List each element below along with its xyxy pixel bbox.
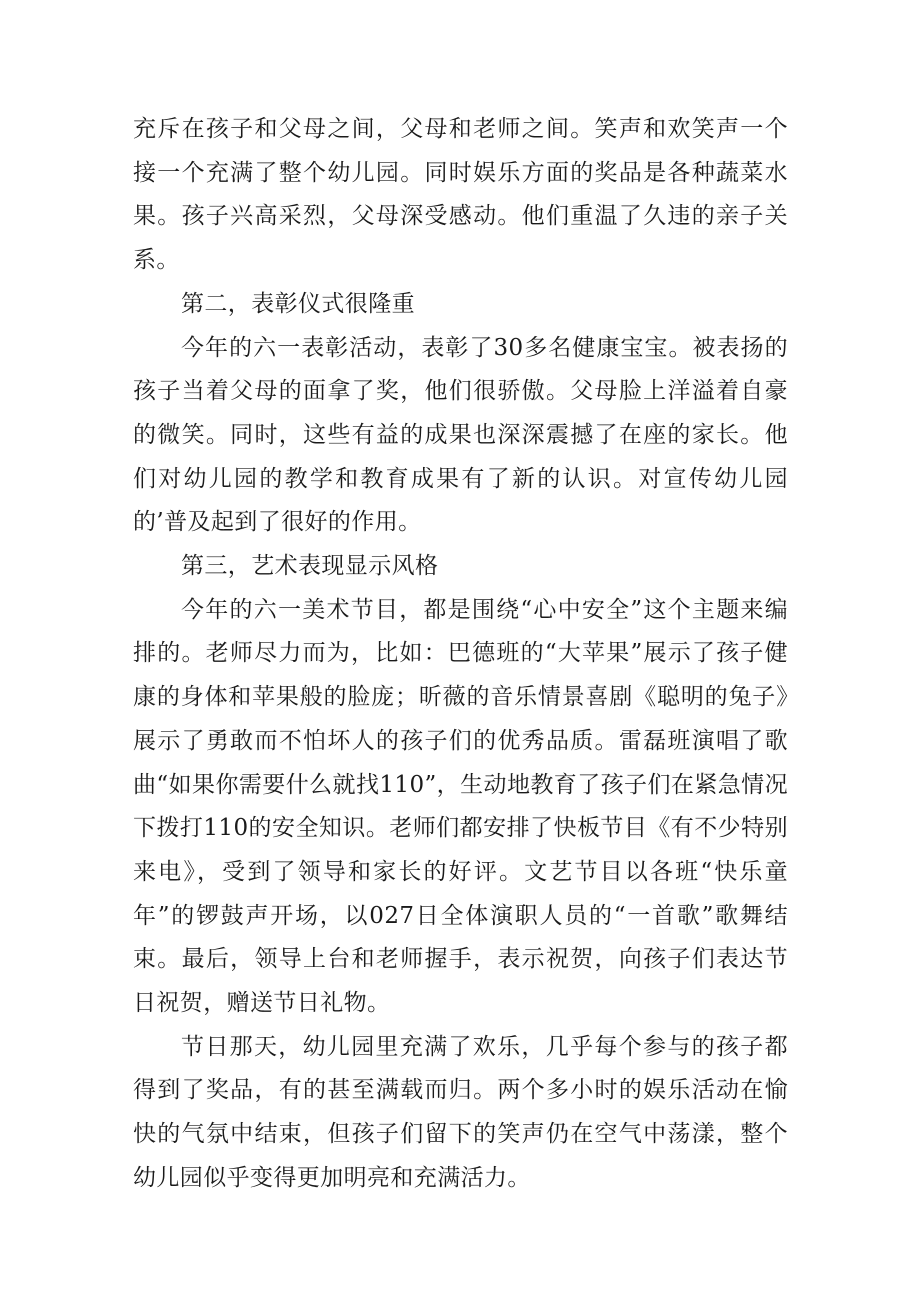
paragraph-continuation: 充斥在孩子和父母之间，父母和老师之间。笑声和欢笑声一个接一个充满了整个幼儿园。同时娱乐方面的奖品是各种蔬菜水果。孩子兴高采烈，父母深受感动。他们重温了久违的亲子关系。 <box>133 116 788 274</box>
section-heading-third: 第三，艺术表现显示风格 <box>181 553 439 580</box>
document-page <box>133 108 788 1201</box>
section-heading-second: 第二，表彰仪式很隆重 <box>181 290 415 317</box>
paragraph-art-performance: 今年的六一美术节目，都是围绕“心中安全”这个主题来编排的。老师尽力而为，比如：巴德班的“大苹果”展示了孩子健康的身体和苹果般的脸庞；昕薇的音乐情景喜剧《聪明的兔子》展示了勇敢而不怕坏人的孩子们的优秀品质。雷磊班演唱了歌曲“如果你需要什么就找110”，生动地教育了孩子们在紧急情况下拨打110的安全知识。老师们都安排了快板节目《有不少特别来电》，受到了领导和家长的好评。文艺节目以各班“快乐童年”的锣鼓声开场，以027日全体演职人员的“一首歌”歌舞结束。最后，领导上台和老师握手，表示祝贺，向孩子们表达节日祝贺，赠送节日礼物。 <box>133 596 788 1017</box>
paragraph-conclusion: 节日那天，幼儿园里充满了欢乐，几乎每个参与的孩子都得到了奖品，有的甚至满载而归。两个多小时的娱乐活动在愉快的气氛中结束，但孩子们留下的笑声仍在空气中荡漾，整个幼儿园似乎变得更加明亮和充满活力。 <box>133 1033 788 1191</box>
paragraph-commendation: 今年的六一表彰活动，表彰了30多名健康宝宝。被表扬的孩子当着父母的面拿了奖，他们很骄傲。父母脸上洋溢着自豪的微笑。同时，这些有益的成果也深深震撼了在座的家长。他们对幼儿园的教学和教育成果有了新的认识。对宣传幼儿园的’普及起到了很好的作用。 <box>133 334 788 536</box>
